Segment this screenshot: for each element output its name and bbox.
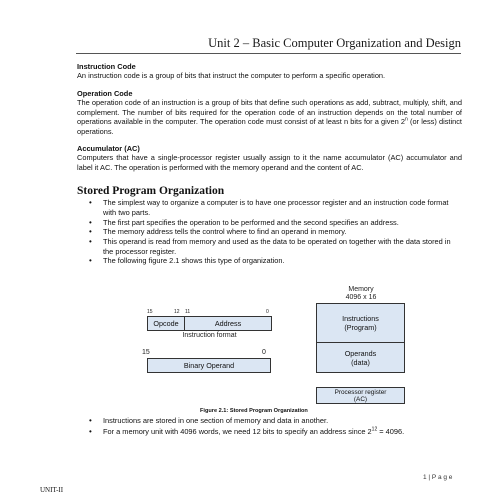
- section-stored-program: [77, 187, 462, 266]
- memory-instructions-block: [316, 303, 405, 343]
- text-instruction-code: An instruction code is a group of bits that instruct the computer to perform a specific operation.: [77, 71, 386, 81]
- operands-label: Operands: [344, 348, 377, 358]
- heading-accumulator: Accumulator (AC): [77, 144, 140, 153]
- section-after-figure: [77, 416, 462, 437]
- after-figure-bullets: [77, 416, 462, 437]
- bullet-item: • The simplest way to organize a computer is to have one processor register and an instruction code format with two parts.: [77, 198, 462, 217]
- program-label: (Program): [344, 323, 377, 332]
- memory-operands-block: [316, 342, 405, 373]
- heading-instruction-code: Instruction Code: [77, 62, 136, 71]
- operation-code-sup: n: [405, 116, 408, 123]
- bullet-item: • The first part specifies the operation to be performed and the second specifies an address.: [77, 218, 462, 227]
- bit-12-label: 12: [174, 309, 180, 315]
- after-bullet-2-sup: 12: [371, 426, 378, 433]
- bullet-item: • The following figure 2.1 shows this type of organization.: [77, 256, 462, 265]
- text-operation-code: [77, 98, 462, 136]
- instruction-format-label: Instruction format: [182, 332, 237, 339]
- bit-0-label: 0: [266, 309, 269, 315]
- bit-15-label: 15: [147, 309, 153, 315]
- operation-code-text: The operation code of an instruction is a group of bits that define such operations as add, subtract, multiply, shift, and complement. The number of bits required for the operation code of an instruction depends on the total number of operations available in the computer. The operation code must consist of at least n bits for a given 2: [77, 98, 462, 127]
- address-field: Address: [184, 316, 272, 331]
- page-number: 1 | P a g e: [423, 474, 453, 481]
- bit-11-label: 11: [185, 309, 191, 315]
- bullet-item: • This operand is read from memory and used as the data to be operated on together with the data stored in the processor register.: [77, 237, 462, 256]
- memory-size-label: 4096 x 16: [345, 294, 377, 301]
- ac-label: (AC): [353, 395, 368, 403]
- stored-program-bullets: [77, 198, 462, 265]
- figure-caption: Figure 2.1: Stored Program Organization: [200, 408, 308, 414]
- operand-bit-0-label: 0: [262, 349, 266, 356]
- instructions-label: Instructions: [342, 314, 379, 323]
- after-bullet-2-text: For a memory unit with 4096 words, we need 12 bits to specify an address since 2: [103, 427, 372, 437]
- unit-label: UNIT-II: [40, 486, 64, 494]
- operand-bit-15-label: 15: [142, 349, 150, 356]
- header-divider: [76, 53, 461, 54]
- heading-stored-program: Stored Program Organization: [77, 185, 225, 197]
- section-operation-code: [77, 89, 462, 136]
- text-accumulator: Computers that have a single-processor register usually assign to it the name accumulator (AC) accumulator and label it AC. The operation is performed with the memory operand and the content of AC.: [77, 153, 462, 172]
- binary-operand-field: Binary Operand: [147, 358, 271, 373]
- processor-register-block: [316, 387, 405, 404]
- data-label: (data): [351, 357, 370, 367]
- section-accumulator: [77, 144, 462, 172]
- heading-operation-code: Operation Code: [77, 89, 133, 98]
- page-header-title: Unit 2 – Basic Computer Organization and Design: [208, 36, 461, 50]
- bullet-item: • The memory address tells the control where to find an operand in memory.: [77, 227, 462, 236]
- bullet-item: [77, 427, 462, 436]
- operation-code-text-end: (or less) distinct operations.: [77, 117, 462, 136]
- after-bullet-2-text-end: = 4096.: [377, 427, 405, 437]
- processor-register-label: Processor register: [334, 388, 387, 396]
- opcode-field: Opcode: [147, 316, 185, 331]
- memory-label: Memory: [348, 286, 374, 293]
- section-instruction-code: [77, 62, 462, 81]
- bullet-item: • Instructions are stored in one section of memory and data in another.: [77, 416, 462, 425]
